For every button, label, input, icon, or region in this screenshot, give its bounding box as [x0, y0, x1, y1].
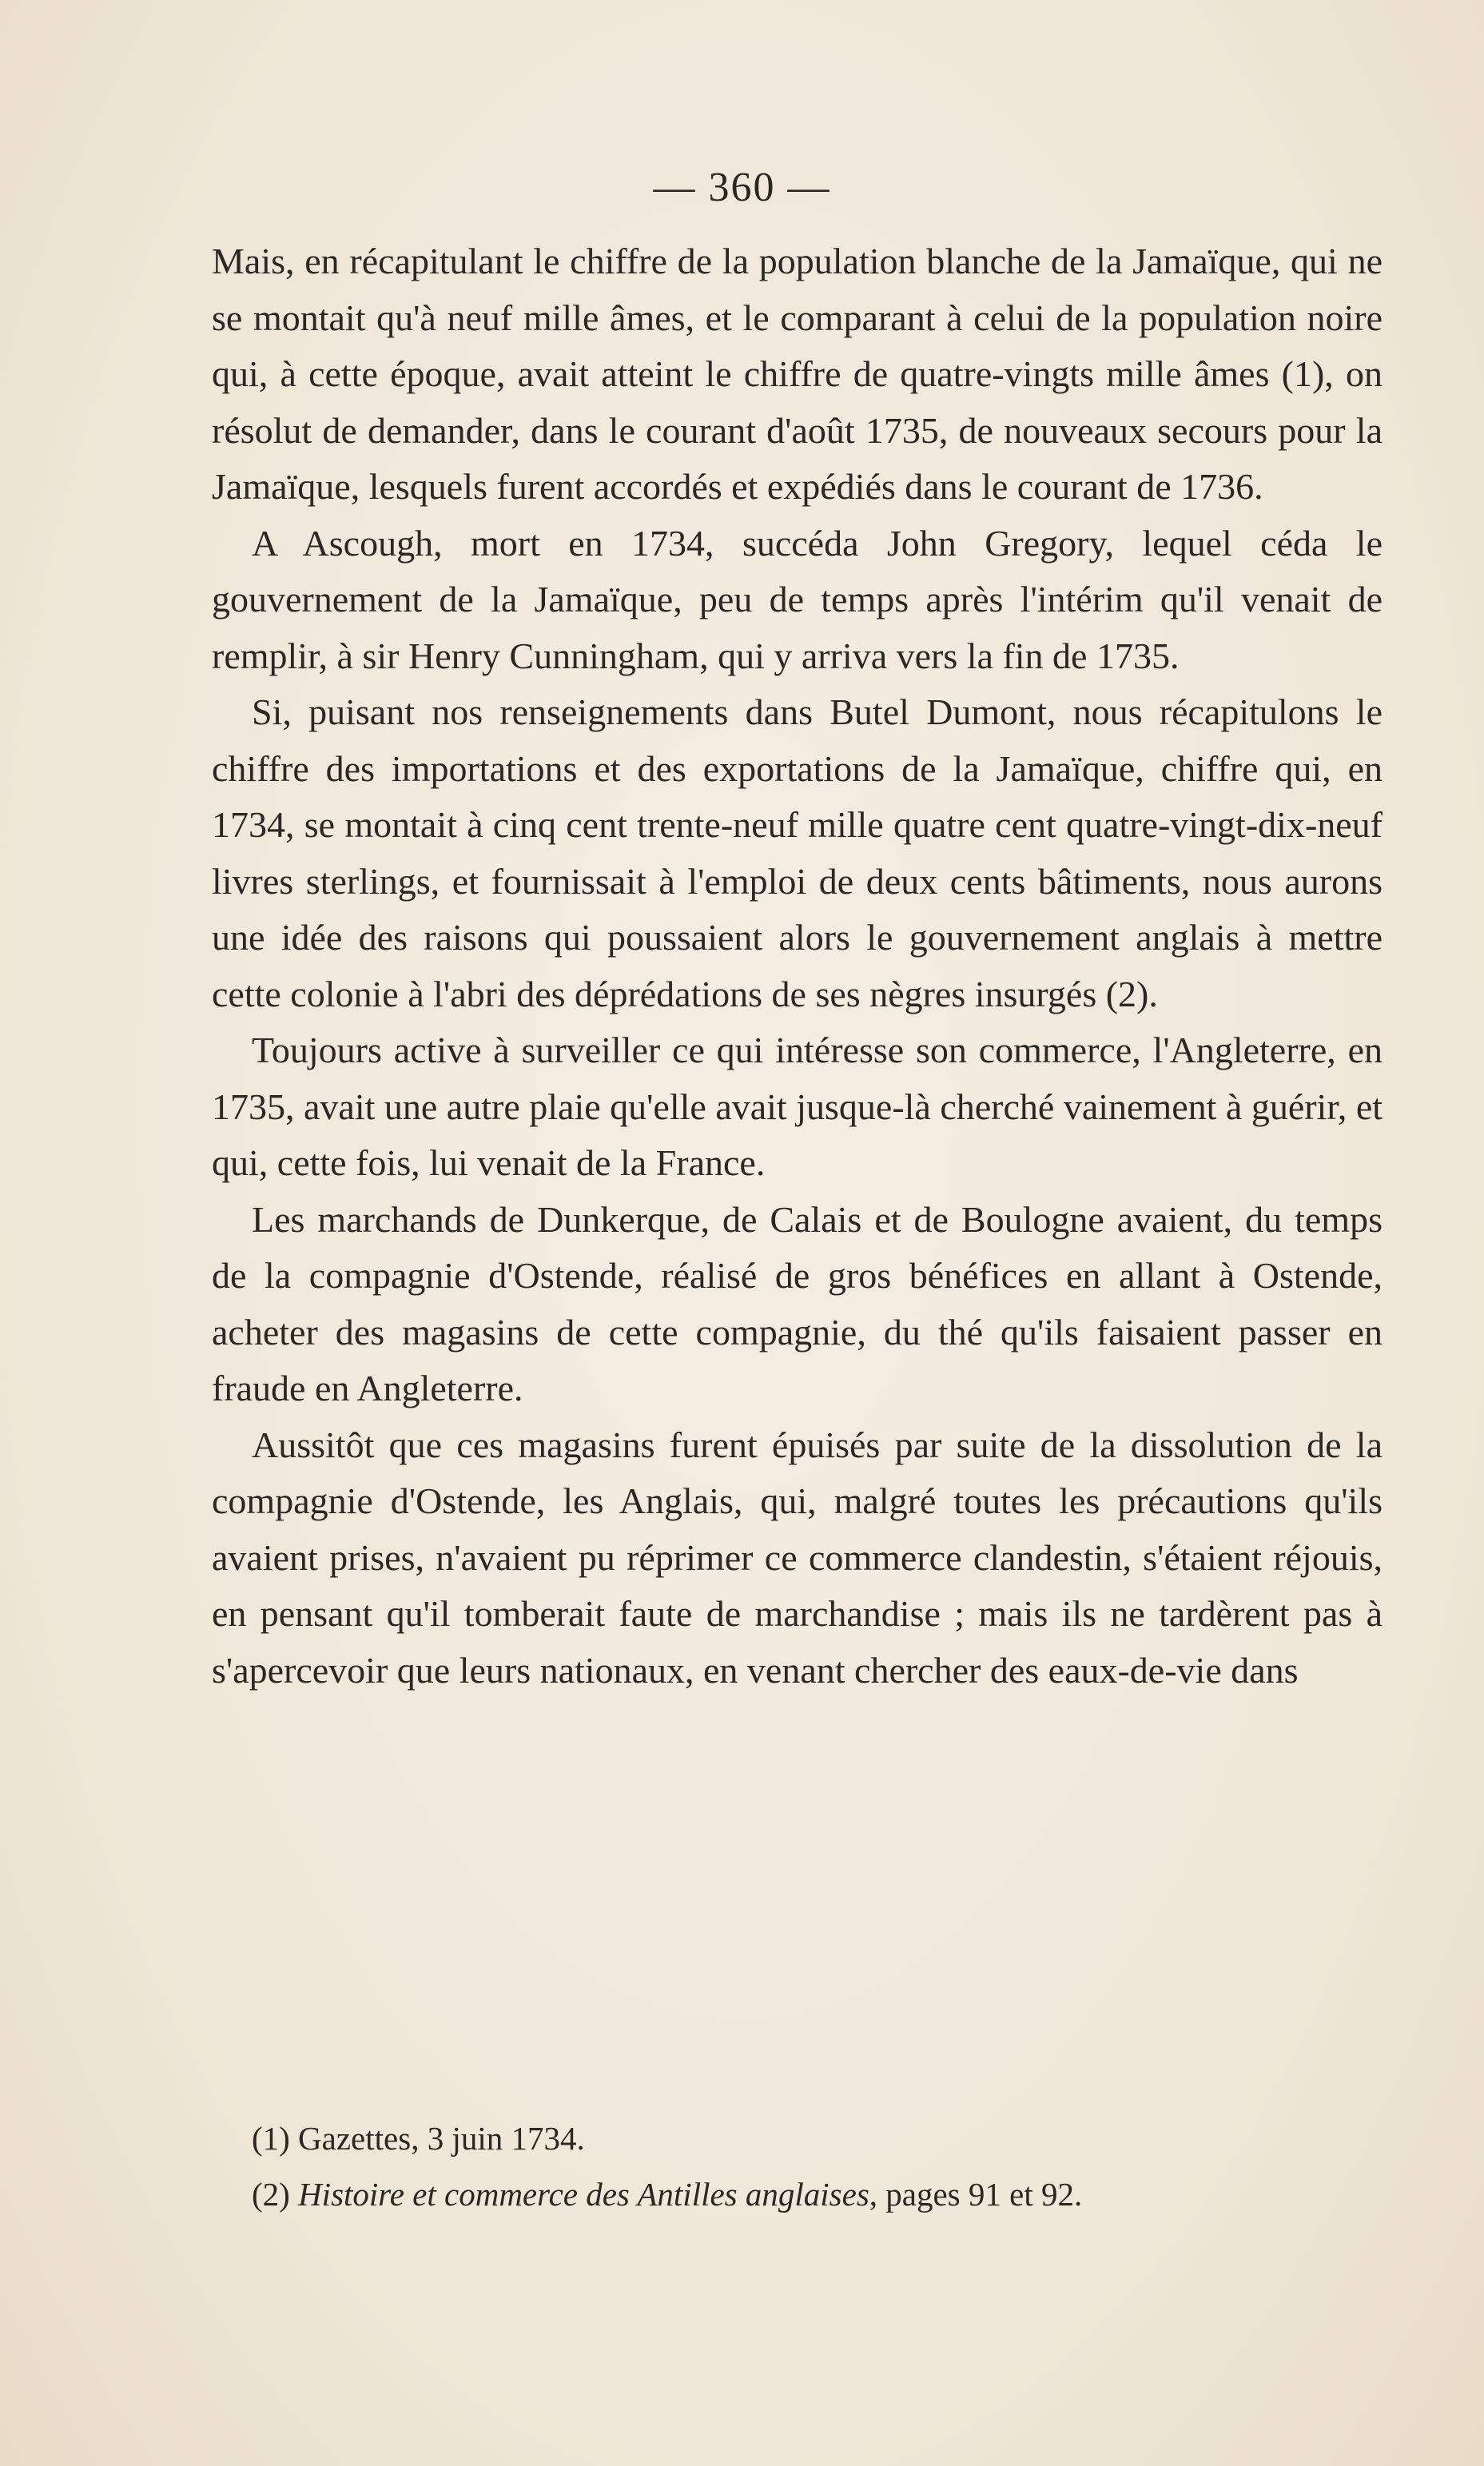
paragraph: Aussitôt que ces magasins furent épuisés par suite de la dissolution de la compagnie d'Ostende, les Anglais, qui, malgré toutes les précautions qu'ils avaient prises, n'avaient pu réprimer ce commerce clandestin, s'étaient réjouis, en pensant qu'il tomberait faute de marchandise ; mais ils ne tardèrent pas à s'apercevoir que leurs nationaux, en venant chercher des eaux-de-vie dans: [212, 1424, 1383, 1691]
paragraph: Les marchands de Dunkerque, de Calais et de Boulogne avaient, du temps de la compagnie d'Ostende, réalisé de gros bénéfices en allant à Ostende, acheter des magasins de cette compagnie, du thé qu'ils faisaient passer en fraude en Angleterre.: [212, 1198, 1383, 1408]
footnote-2: [252, 2166, 1371, 2222]
main-text: [212, 233, 1383, 1699]
footnotes: [252, 2110, 1371, 2222]
footnote-2-title: Histoire et commerce des Antilles anglaises: [298, 2176, 869, 2213]
footnote-2-number: (2): [252, 2176, 299, 2213]
paragraph: Si, puisant nos renseignements dans Butel Dumont, nous récapitulons le chiffre des importations et des exportations de la Jamaïque, chiffre qui, en 1734, se montait à cinq cent trente-neuf mille quatre cent quatre-vingt-dix-neuf livres sterlings, et fournissait à l'emploi de deux cents bâtiments, nous aurons une idée des raisons qui poussaient alors le gouvernement anglais à mettre cette colonie à l'abri des déprédations de ses nègres insurgés (2).: [212, 691, 1383, 1014]
footnote-2-pages: , pages 91 et 92.: [869, 2176, 1083, 2213]
footnote-1: (1) Gazettes, 3 juin 1734.: [252, 2120, 585, 2157]
paragraph: Mais, en récapitulant le chiffre de la population blanche de la Jamaïque, qui ne se montait qu'à neuf mille âmes, et le comparant à celui de la population noire qui, à cette époque, avait atteint le chiffre de quatre-vingts mille âmes (1), on résolut de demander, dans le courant d'août 1735, de nouveaux secours pour la Jamaïque, lesquels furent accordés et expédiés dans le courant de 1736.: [212, 241, 1383, 507]
paragraph: A Ascough, mort en 1734, succéda John Gregory, lequel céda le gouvernement de la Jamaïque, peu de temps après l'intérim qu'il venait de remplir, à sir Henry Cunningham, qui y arriva vers la fin de 1735.: [212, 522, 1383, 676]
page-number: — 360 —: [653, 165, 831, 210]
paragraph: Toujours active à surveiller ce qui intéresse son commerce, l'Angleterre, en 1735, avait une autre plaie qu'elle avait jusque-là cherché vainement à guérir, et qui, cette fois, lui venait de la France.: [212, 1030, 1383, 1183]
